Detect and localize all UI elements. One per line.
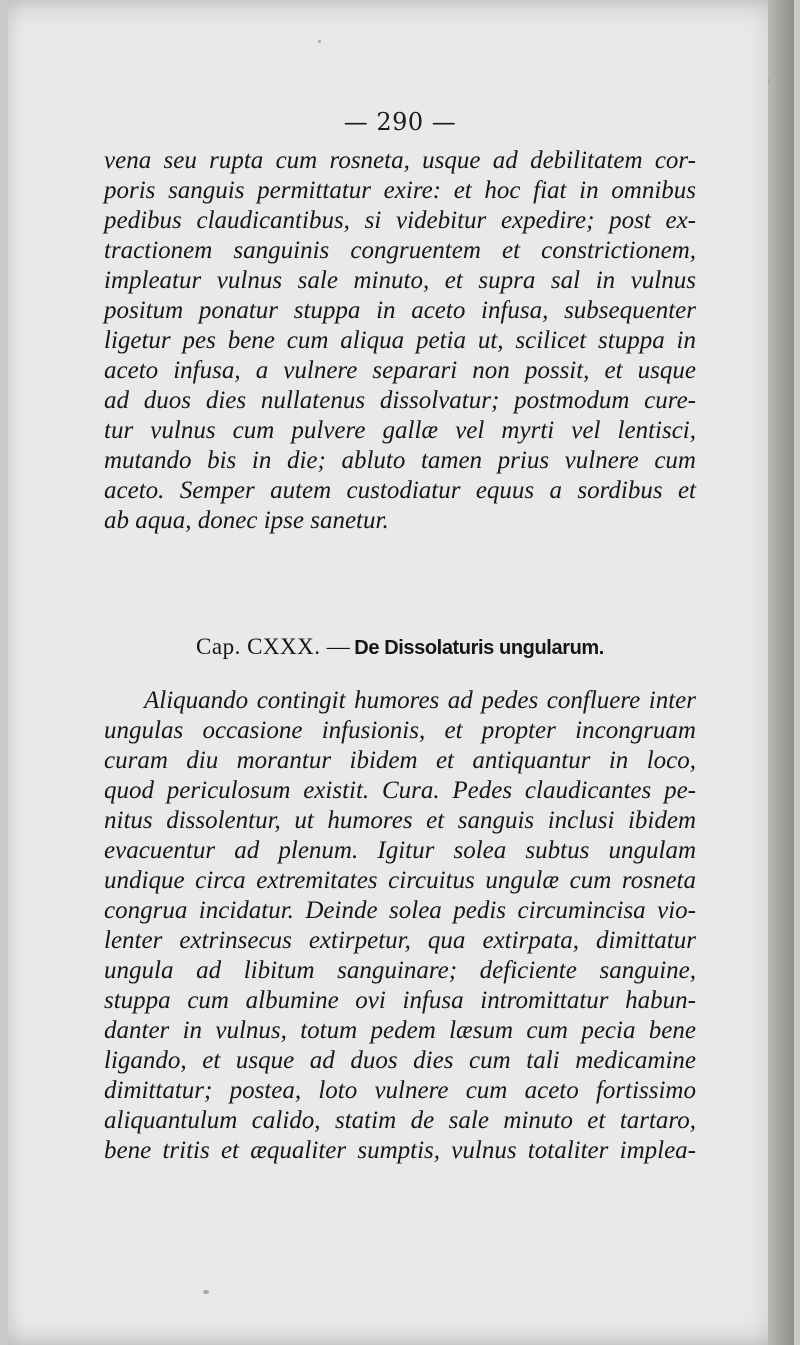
- chapter-title: De Dissolaturis ungularum.: [354, 637, 604, 659]
- text-line: aceto. Semper autem custodiatur equus a sordibus et: [104, 477, 696, 504]
- text-line: aliquantulum calido, statim de sale minuto et tartaro,: [104, 1107, 696, 1134]
- paper-speck: [318, 40, 321, 43]
- text-line: mutando bis in die; abluto tamen prius vulnere cum: [104, 447, 696, 474]
- text-line: ad duos dies nullatenus dissolvatur; postmodum cure-: [104, 387, 696, 414]
- text-line: impleatur vulnus sale minuto, et supra sal in vulnus: [104, 267, 696, 294]
- text-line: curam diu morantur ibidem et antiquantur in loco,: [104, 747, 696, 774]
- text-line: tractionem sanguinis congruentem et constrictionem,: [104, 237, 696, 264]
- text-line: lenter extrinsecus extirpetur, qua extirpata, dimittatur: [104, 927, 696, 954]
- text-line: evacuentur ad plenum. Igitur solea subtus ungulam: [104, 837, 696, 864]
- paragraph-1: [104, 146, 696, 536]
- text-line: congrua incidatur. Deinde solea pedis circumincisa vio-: [104, 897, 696, 924]
- text-line: pedibus claudicantibus, si videbitur expedire; post ex-: [104, 207, 696, 234]
- text-line: positum ponatur stuppa in aceto infusa, subsequenter: [104, 297, 696, 324]
- chapter-number: Cap. CXXX. —: [196, 634, 351, 659]
- text-line: ungulas occasione infusionis, et propter incongruam: [104, 717, 696, 744]
- text-line: undique circa extremitates circuitus ungulæ cum rosneta: [104, 867, 696, 894]
- text-line: bene tritis et æqualiter sumptis, vulnus totaliter implea-: [104, 1137, 696, 1164]
- paper-speck: [203, 1290, 209, 1294]
- paragraph-2: [104, 686, 696, 1166]
- text-line: tur vulnus cum pulvere gallæ vel myrti vel lentisci,: [104, 417, 696, 444]
- chapter-heading: [0, 634, 800, 660]
- paper-speck: [768, 78, 770, 83]
- text-line: vena seu rupta cum rosneta, usque ad debilitatem cor-: [104, 147, 696, 174]
- text-line: Aliquando contingit humores ad pedes confluere inter: [144, 687, 696, 714]
- text-line: stuppa cum albumine ovi infusa intromittatur habun-: [104, 987, 696, 1014]
- text-line: ligetur pes bene cum aliqua petia ut, scilicet stuppa in: [104, 327, 696, 354]
- text-line: ungula ad libitum sanguinare; deficiente sanguine,: [104, 957, 696, 984]
- text-line: quod periculosum existit. Cura. Pedes claudicantes pe-: [104, 777, 696, 804]
- text-line: dimittatur; postea, loto vulnere cum aceto fortissimo: [104, 1077, 696, 1104]
- text-line: danter in vulnus, totum pedem læsum cum pecia bene: [104, 1017, 696, 1044]
- page-gutter-shadow: [768, 0, 794, 1345]
- text-line: ab aqua, donec ipse sanetur.: [104, 507, 389, 534]
- text-line: ligando, et usque ad duos dies cum tali medicamine: [104, 1047, 696, 1074]
- text-line: poris sanguis permittatur exire: et hoc fiat in omnibus: [104, 177, 696, 204]
- text-line: aceto infusa, a vulnere separari non possit, et usque: [104, 357, 696, 384]
- page-number: — 290 —: [343, 108, 457, 136]
- text-line: nitus dissolentur, ut humores et sanguis inclusi ibidem: [104, 807, 696, 834]
